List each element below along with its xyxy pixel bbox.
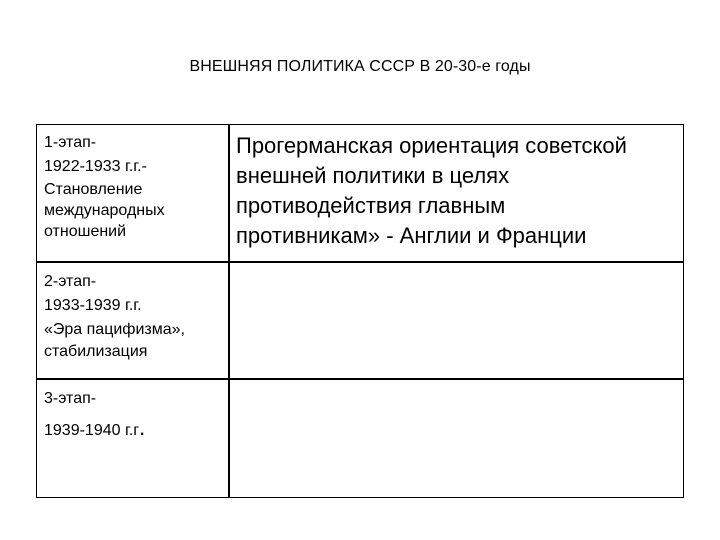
column-divider: [228, 125, 230, 497]
stage-3-period-text: 1939-1940 г.г: [44, 422, 140, 439]
stage-2-desc-line: «Эра пацифизма»,: [44, 321, 185, 338]
row-divider: [37, 261, 683, 263]
stage-3-period: [44, 415, 224, 442]
description-line: противникам» - Англии и Франции: [236, 223, 587, 248]
description-line: противодействия главным: [236, 193, 506, 218]
stage-3-period-dot: .: [139, 415, 146, 440]
stage-1-period: 1922-1933 г.г.-: [44, 158, 147, 175]
stage-3-label: 3-этап-: [44, 390, 97, 407]
stage-1-description: [236, 131, 676, 251]
stage-2-label: 2-этап-: [44, 273, 97, 290]
stage-2-cell: [44, 270, 224, 363]
stage-3-cell: [44, 387, 224, 442]
stage-1-desc-line: Становление: [44, 181, 143, 198]
stage-1-desc-line: отношений: [44, 223, 127, 240]
stage-1-cell: [44, 131, 224, 242]
row-divider: [37, 378, 683, 380]
description-line: Прогерманская ориентация советской: [236, 133, 627, 158]
page-title: ВНЕШНЯЯ ПОЛИТИКА СССР В 20-30-е годы: [189, 58, 531, 75]
stage-2-period: 1933-1939 г.г.: [44, 297, 142, 314]
stages-table: [36, 124, 684, 498]
stage-2-desc-line: стабилизация: [44, 343, 148, 360]
description-line: внешней политики в целях: [236, 163, 510, 188]
stage-1-desc-line: международных: [44, 202, 165, 219]
stage-1-label: 1-этап-: [44, 134, 97, 151]
